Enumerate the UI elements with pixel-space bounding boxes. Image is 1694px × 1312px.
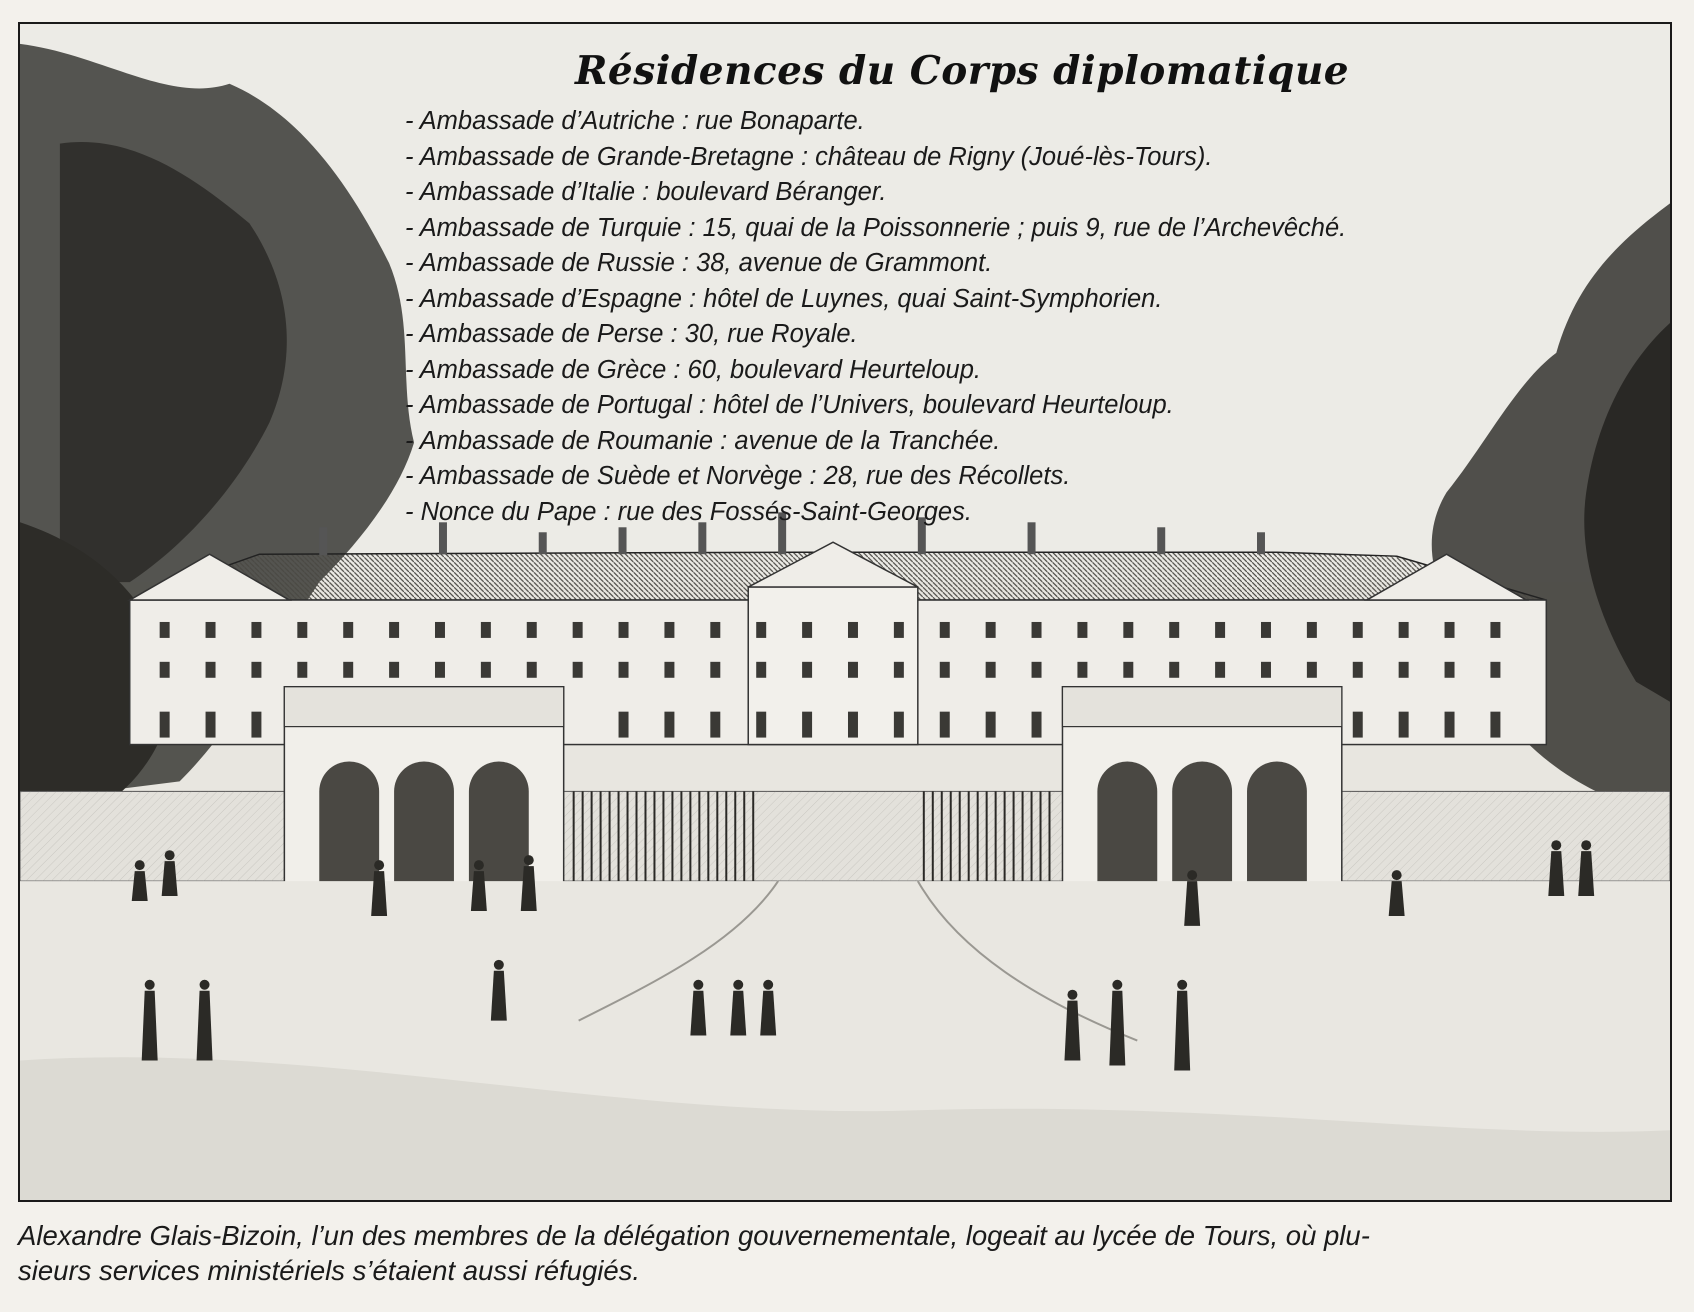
window	[160, 712, 170, 738]
window	[1399, 662, 1409, 678]
residence-item: - Ambassade de Grande-Bretagne : château de Rigny (Joué-lès-Tours).	[405, 140, 1346, 176]
window	[206, 712, 216, 738]
window	[664, 622, 674, 638]
window	[573, 622, 583, 638]
figure-head	[693, 980, 703, 990]
window	[756, 622, 766, 638]
window	[1307, 622, 1317, 638]
window	[297, 662, 307, 678]
residence-item: - Ambassade de Roumanie : avenue de la Tranchée.	[405, 424, 1346, 460]
window	[1169, 622, 1179, 638]
window	[1077, 662, 1087, 678]
window	[435, 662, 445, 678]
residence-list	[405, 104, 1346, 530]
figure-head	[474, 860, 484, 870]
window	[297, 622, 307, 638]
window	[664, 662, 674, 678]
window	[573, 662, 583, 678]
window	[940, 662, 950, 678]
window	[710, 622, 720, 638]
window	[619, 662, 629, 678]
window	[435, 622, 445, 638]
window	[343, 662, 353, 678]
window	[251, 712, 261, 738]
caption-line-2: sieurs services ministériels s’étaient aussi réfugiés.	[18, 1255, 641, 1286]
window	[1353, 712, 1363, 738]
window	[986, 622, 996, 638]
window	[1169, 662, 1179, 678]
residence-item: - Ambassade de Turquie : 15, quai de la Poissonnerie ; puis 9, rue de l’Archevêché.	[405, 211, 1346, 247]
figure-head	[1067, 990, 1077, 1000]
window	[1032, 622, 1042, 638]
window	[940, 712, 950, 738]
window	[1215, 622, 1225, 638]
figure-head	[763, 980, 773, 990]
window	[940, 622, 950, 638]
window	[848, 662, 858, 678]
window	[802, 662, 812, 678]
window	[1490, 662, 1500, 678]
figure-head	[1187, 870, 1197, 880]
residence-item: - Ambassade de Perse : 30, rue Royale.	[405, 317, 1346, 353]
window	[710, 712, 720, 738]
window	[802, 622, 812, 638]
figure-head	[1392, 870, 1402, 880]
window	[848, 622, 858, 638]
window	[343, 622, 353, 638]
window	[756, 662, 766, 678]
window	[1445, 662, 1455, 678]
figure-head	[200, 980, 210, 990]
window	[251, 622, 261, 638]
figure-caption	[18, 1218, 1678, 1288]
right-pavilion	[1062, 687, 1341, 891]
window	[206, 622, 216, 638]
window	[160, 662, 170, 678]
window	[1215, 662, 1225, 678]
window	[1123, 622, 1133, 638]
residence-item: - Ambassade de Portugal : hôtel de l’Univers, boulevard Heurteloup.	[405, 388, 1346, 424]
window	[389, 662, 399, 678]
window	[1032, 712, 1042, 738]
window	[1123, 662, 1133, 678]
window	[1445, 712, 1455, 738]
residence-item: - Nonce du Pape : rue des Fossés-Saint-Georges.	[405, 495, 1346, 531]
window	[160, 622, 170, 638]
window	[894, 712, 904, 738]
window	[527, 622, 537, 638]
window	[1399, 712, 1409, 738]
window	[527, 662, 537, 678]
window	[1445, 622, 1455, 638]
window	[1490, 622, 1500, 638]
window	[389, 622, 399, 638]
residence-item: - Ambassade d’Italie : boulevard Béranger.	[405, 175, 1346, 211]
window	[1032, 662, 1042, 678]
window	[251, 662, 261, 678]
page-title: Résidences du Corps diplomatique	[575, 48, 1350, 94]
window	[1399, 622, 1409, 638]
figure-head	[1551, 840, 1561, 850]
figure-head	[1581, 840, 1591, 850]
window	[1490, 712, 1500, 738]
caption-line-1: Alexandre Glais-Bizoin, l’un des membres de la délégation gouvernementale, logeait au lycée de Tours, où plu-	[18, 1220, 1370, 1251]
window	[894, 662, 904, 678]
figure-head	[1112, 980, 1122, 990]
left-pavilion	[284, 687, 563, 891]
window	[1353, 622, 1363, 638]
window	[986, 712, 996, 738]
window	[1077, 622, 1087, 638]
window	[481, 662, 491, 678]
figure-head	[145, 980, 155, 990]
window	[802, 712, 812, 738]
figure-head	[524, 855, 534, 865]
engraving-frame	[18, 22, 1672, 1202]
window	[206, 662, 216, 678]
residence-item: - Ambassade de Grèce : 60, boulevard Heurteloup.	[405, 353, 1346, 389]
residence-item: - Ambassade de Russie : 38, avenue de Grammont.	[405, 246, 1346, 282]
window	[1307, 662, 1317, 678]
window	[481, 622, 491, 638]
residence-item: - Ambassade d’Autriche : rue Bonaparte.	[405, 104, 1346, 140]
figure-head	[135, 860, 145, 870]
residence-item: - Ambassade d’Espagne : hôtel de Luynes, quai Saint-Symphorien.	[405, 282, 1346, 318]
window	[894, 622, 904, 638]
window	[986, 662, 996, 678]
window	[664, 712, 674, 738]
figure-head	[733, 980, 743, 990]
window	[710, 662, 720, 678]
figure-head	[494, 960, 504, 970]
figure-head	[165, 850, 175, 860]
window	[619, 622, 629, 638]
figure-head	[374, 860, 384, 870]
residence-item: - Ambassade de Suède et Norvège : 28, rue des Récollets.	[405, 459, 1346, 495]
window	[1261, 622, 1271, 638]
window	[848, 712, 858, 738]
window	[1261, 662, 1271, 678]
figure-head	[1177, 980, 1187, 990]
window	[756, 712, 766, 738]
window	[619, 712, 629, 738]
window	[1353, 662, 1363, 678]
